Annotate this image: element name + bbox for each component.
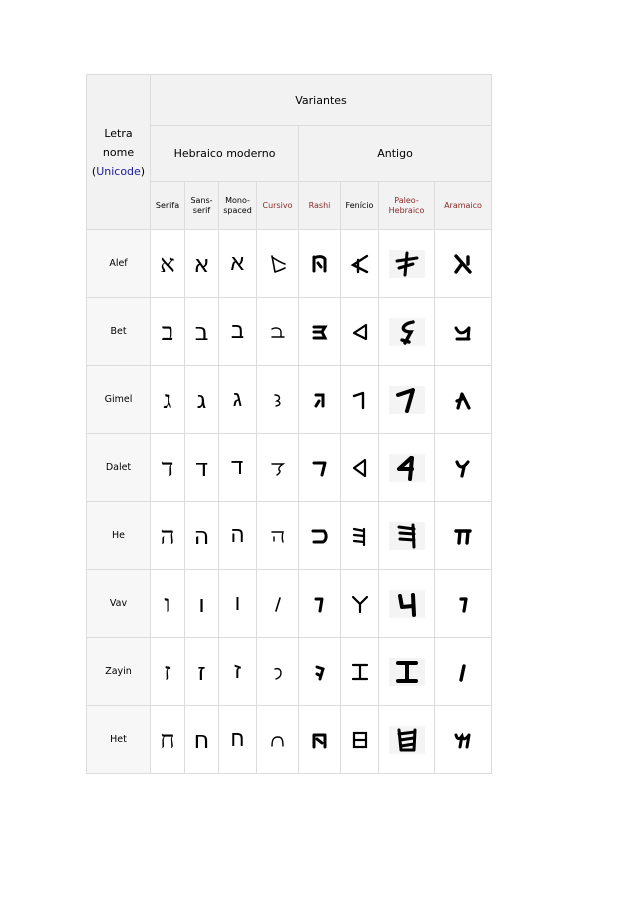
rashi-glyph-image [299, 298, 341, 366]
letter-name: Zayin [87, 638, 151, 706]
rashi-glyph-image [299, 366, 341, 434]
col-cursivo: Cursivo [257, 182, 299, 230]
serif-glyph: ז [151, 638, 185, 706]
sans-glyph: ו [185, 570, 219, 638]
letter-name: Gimel [87, 366, 151, 434]
sans-glyph: ג [185, 366, 219, 434]
letter-name: Dalet [87, 434, 151, 502]
paleo-hebrew-glyph-image [379, 570, 435, 638]
rashi-glyph-image [299, 502, 341, 570]
mono-glyph: ג [219, 366, 257, 434]
letter-name: He [87, 502, 151, 570]
serif-glyph: ו [151, 570, 185, 638]
cursive-glyph-image [257, 570, 299, 638]
col-serifa: Serifa [151, 182, 185, 230]
aramaic-glyph-image [435, 434, 492, 502]
col-aramaico: Aramaico [435, 182, 492, 230]
paleo-hebrew-glyph-image [379, 502, 435, 570]
hebraico-moderno-header: Hebraico moderno [151, 126, 299, 182]
serif-glyph: ד [151, 434, 185, 502]
hebrew-letters-table [86, 74, 492, 774]
letter-name: Alef [87, 230, 151, 298]
sans-glyph: א [185, 230, 219, 298]
col-paleo-hebraico: Paleo-Hebraico [379, 182, 435, 230]
aramaic-glyph-image [435, 638, 492, 706]
letra-nome-header: Letra nome (Unicode) [87, 75, 151, 230]
col-fenicio: Fenício [341, 182, 379, 230]
variantes-header: Variantes [151, 75, 492, 126]
header-letra: Letra [104, 126, 133, 140]
aramaic-glyph-image [435, 366, 492, 434]
phoenician-glyph-image [341, 638, 379, 706]
serif-glyph: ה [151, 502, 185, 570]
table-row-dalet [87, 434, 492, 502]
serif-glyph: ח [151, 706, 185, 774]
phoenician-glyph-image [341, 434, 379, 502]
aramaic-glyph-image [435, 570, 492, 638]
col-rashi: Rashi [299, 182, 341, 230]
aramaic-glyph-image [435, 706, 492, 774]
sans-glyph: ז [185, 638, 219, 706]
paleo-hebrew-glyph-image [379, 230, 435, 298]
serif-glyph: ג [151, 366, 185, 434]
table-row-vav [87, 570, 492, 638]
cursive-glyph-image [257, 706, 299, 774]
table-row-bet [87, 298, 492, 366]
serif-glyph: ב [151, 298, 185, 366]
phoenician-glyph-image [341, 570, 379, 638]
rashi-glyph-image [299, 638, 341, 706]
paleo-hebrew-glyph-image [379, 638, 435, 706]
cursive-glyph-image [257, 230, 299, 298]
antigo-header: Antigo [299, 126, 492, 182]
paleo-hebrew-glyph-image [379, 434, 435, 502]
mono-glyph: ה [219, 502, 257, 570]
mono-glyph: ז [219, 638, 257, 706]
mono-glyph: ב [219, 298, 257, 366]
col-monospaced: Mono-spaced [219, 182, 257, 230]
cursive-glyph-image [257, 298, 299, 366]
sans-glyph: ה [185, 502, 219, 570]
unicode-link[interactable]: Unicode [96, 164, 141, 178]
mono-glyph: ד [219, 434, 257, 502]
rashi-glyph-image [299, 434, 341, 502]
cursive-glyph-image [257, 366, 299, 434]
sans-glyph: ד [185, 434, 219, 502]
mono-glyph: ח [219, 706, 257, 774]
mono-glyph: ו [219, 570, 257, 638]
table-row-zayin [87, 638, 492, 706]
aramaic-glyph-image [435, 230, 492, 298]
cursive-glyph-image [257, 502, 299, 570]
rashi-glyph-image [299, 570, 341, 638]
letter-name: Bet [87, 298, 151, 366]
rashi-glyph-image [299, 230, 341, 298]
mono-glyph: א [219, 230, 257, 298]
table-row-het [87, 706, 492, 774]
table-row-alef [87, 230, 492, 298]
letter-name: Vav [87, 570, 151, 638]
paleo-hebrew-glyph-image [379, 298, 435, 366]
table-row-gimel [87, 366, 492, 434]
cursive-glyph-image [257, 638, 299, 706]
table-row-he [87, 502, 492, 570]
paleo-hebrew-glyph-image [379, 706, 435, 774]
paleo-hebrew-glyph-image [379, 366, 435, 434]
header-nome: nome [102, 145, 135, 159]
cursive-glyph-image [257, 434, 299, 502]
serif-glyph: א [151, 230, 185, 298]
phoenician-glyph-image [341, 366, 379, 434]
phoenician-glyph-image [341, 298, 379, 366]
sans-glyph: ב [185, 298, 219, 366]
letter-name: Het [87, 706, 151, 774]
phoenician-glyph-image [341, 230, 379, 298]
phoenician-glyph-image [341, 706, 379, 774]
sans-glyph: ח [185, 706, 219, 774]
aramaic-glyph-image [435, 298, 492, 366]
rashi-glyph-image [299, 706, 341, 774]
aramaic-glyph-image [435, 502, 492, 570]
phoenician-glyph-image [341, 502, 379, 570]
col-sans-serif: Sans-serif [185, 182, 219, 230]
